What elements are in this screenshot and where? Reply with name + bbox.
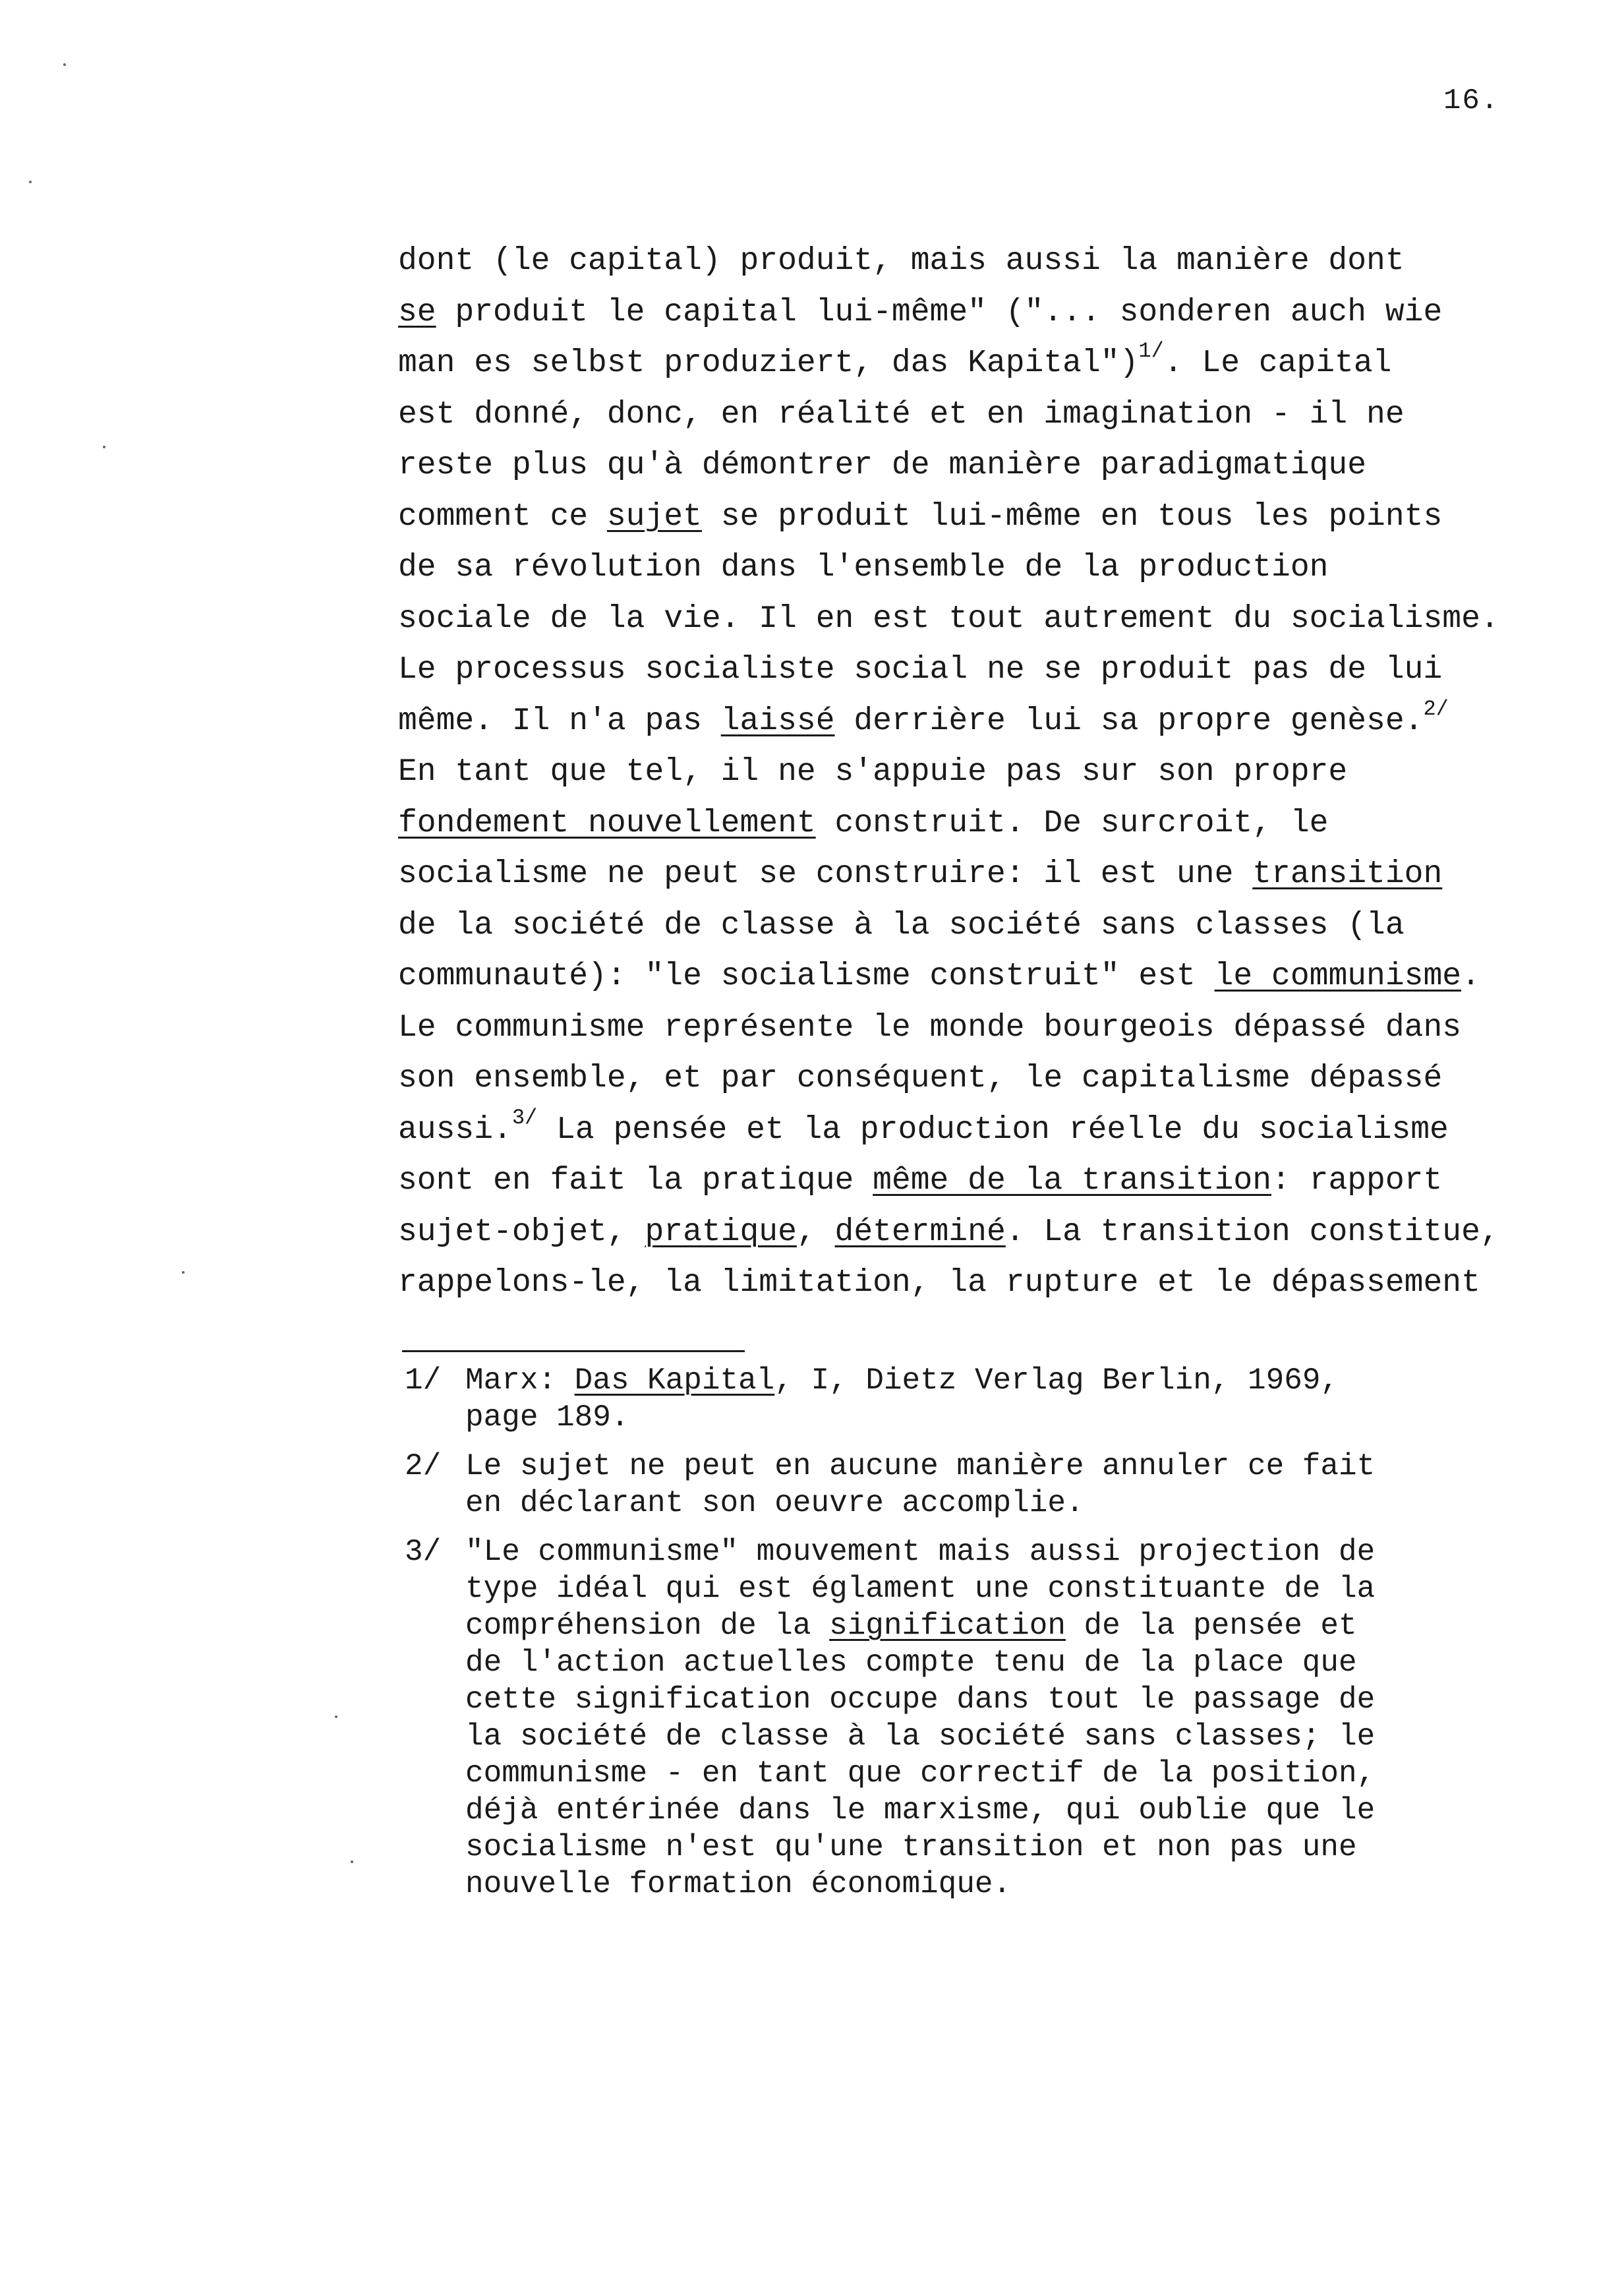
text-segment: aussi.	[398, 1112, 512, 1148]
text-segment: son ensemble, et par conséquent, le capitalisme dépassé	[398, 1061, 1443, 1096]
text-segment: même. Il n'a pas	[398, 703, 721, 739]
text-segment: la société de classe à la société sans classes; le	[465, 1719, 1376, 1754]
underlined-text: même de la transition	[873, 1163, 1272, 1199]
text-segment: .	[1461, 959, 1480, 994]
footnote-text	[465, 1448, 1375, 1522]
scan-speck	[63, 63, 66, 66]
text-segment: derrière lui sa propre genèse.	[834, 703, 1424, 739]
underlined-text: laissé	[720, 703, 835, 739]
underlined-text: Das Kapital	[574, 1363, 775, 1398]
footnote-line	[465, 1866, 1375, 1903]
text-segment: socialisme n'est qu'une transition et non pas une	[465, 1830, 1357, 1864]
text-segment: sociale de la vie. Il en est tout autrement du socialisme.	[398, 601, 1499, 637]
text-segment: nouvelle formation économique.	[465, 1867, 1012, 1901]
body-line	[398, 747, 1611, 798]
scan-speck	[351, 1860, 353, 1863]
text-segment: de la pensée et	[1065, 1609, 1357, 1643]
underlined-text: se	[398, 294, 436, 330]
footnote-number: 2/	[405, 1449, 442, 1483]
footnote-line	[465, 1829, 1375, 1866]
body-text	[398, 236, 1611, 1309]
text-segment: comment ce	[398, 498, 607, 535]
text-segment: de la société de classe à la société sans classes (la	[398, 907, 1405, 943]
body-line	[398, 236, 1611, 287]
footnote-number: 1/	[405, 1363, 442, 1398]
text-segment: ,	[796, 1214, 835, 1250]
text-segment: construit. De surcroit, le	[815, 805, 1329, 841]
footnote-item	[405, 1448, 1611, 1522]
page-number: 16.	[1443, 84, 1500, 117]
scan-speck	[103, 446, 105, 448]
body-line	[398, 1156, 1611, 1207]
underlined-text: le communisme	[1214, 959, 1462, 994]
text-segment: sont en fait la pratique	[398, 1163, 873, 1199]
text-segment: de l'action actuelles compte tenu de la place que	[465, 1646, 1357, 1680]
body-line	[398, 951, 1611, 1003]
underlined-text: sujet	[606, 498, 702, 535]
footnote-line	[465, 1718, 1375, 1755]
footnote-line	[465, 1607, 1375, 1644]
body-line	[398, 1258, 1611, 1309]
text-segment: produit le capital lui-même" ("... sonderen auch wie	[436, 294, 1443, 330]
footnote-line	[465, 1399, 1339, 1436]
text-segment: sujet-objet,	[398, 1214, 645, 1250]
text-segment: communauté): "le socialisme construit" est	[398, 959, 1215, 994]
body-line	[398, 696, 1611, 748]
body-line	[398, 594, 1611, 645]
body-line	[398, 543, 1611, 594]
text-segment: cette signification occupe dans tout le passage de	[465, 1682, 1376, 1717]
underlined-text: signification	[829, 1609, 1066, 1643]
body-line	[398, 287, 1611, 339]
footnote-reference: 1/	[1138, 339, 1164, 363]
body-line	[398, 798, 1611, 850]
text-segment: Marx:	[465, 1363, 575, 1398]
text-segment: déjà entérinée dans le marxisme, qui oublie que le	[465, 1793, 1376, 1828]
text-segment: man es selbst produziert, das Kapital")	[398, 345, 1139, 381]
scan-speck	[182, 1271, 185, 1274]
body-line	[398, 1207, 1611, 1259]
text-segment: type idéal qui est églament une constituante de la	[465, 1572, 1376, 1606]
underlined-text: pratique	[645, 1214, 797, 1250]
text-segment: reste plus qu'à démontrer de manière paradigmatique	[398, 448, 1367, 483]
body-line	[398, 1003, 1611, 1054]
footnote-line	[465, 1570, 1375, 1607]
footnote-text	[465, 1362, 1339, 1436]
footnote-item	[405, 1533, 1611, 1903]
text-segment: est donné, donc, en réalité et en imagination - il ne	[398, 396, 1405, 432]
text-segment: en déclarant son oeuvre accomplie.	[465, 1486, 1084, 1520]
footnote-reference: 3/	[511, 1105, 538, 1130]
text-segment: Le communisme représente le monde bourgeois dépassé dans	[398, 1009, 1462, 1046]
underlined-text: fondement nouvellement	[398, 805, 816, 841]
text-segment: communisme - en tant que correctif de la position,	[465, 1756, 1376, 1791]
text-segment: rappelons-le, la limitation, la rupture et le dépassement	[398, 1265, 1480, 1301]
footnote-separator	[402, 1350, 745, 1352]
text-segment: "Le communisme" mouvement mais aussi projection de	[465, 1535, 1376, 1569]
text-segment: dont (le capital) produit, mais aussi la manière dont	[398, 243, 1405, 279]
text-segment: socialisme ne peut se construire: il est une	[398, 856, 1253, 892]
body-line	[398, 645, 1611, 696]
underlined-text: transition	[1252, 856, 1443, 892]
body-line	[398, 849, 1611, 901]
body-line	[398, 1054, 1611, 1105]
body-line	[398, 390, 1611, 441]
text-segment: La pensée et la production réelle du socialisme	[537, 1112, 1449, 1148]
text-segment: de sa révolution dans l'ensemble de la production	[398, 550, 1329, 585]
footnote-line	[465, 1448, 1375, 1485]
text-segment: . Le capital	[1163, 345, 1392, 381]
footnote-line	[465, 1362, 1339, 1399]
text-segment: compréhension de la	[465, 1609, 830, 1643]
footnote-item	[405, 1362, 1611, 1436]
body-line	[398, 338, 1611, 390]
body-line	[398, 492, 1611, 543]
footnote-number: 3/	[405, 1535, 442, 1569]
text-segment: Le sujet ne peut en aucune manière annuler ce fait	[465, 1449, 1376, 1483]
text-segment: Le processus socialiste social ne se produit pas de lui	[398, 652, 1443, 688]
text-segment: se produit lui-même en tous les points	[701, 498, 1443, 535]
body-line	[398, 440, 1611, 492]
underlined-text: déterminé	[834, 1214, 1006, 1250]
text-segment: . La transition constitue,	[1005, 1214, 1499, 1250]
footnotes	[405, 1362, 1611, 1915]
text-segment: , I, Dietz Verlag Berlin, 1969,	[774, 1363, 1339, 1398]
body-line	[398, 1105, 1611, 1156]
footnote-line	[465, 1755, 1375, 1792]
footnote-line	[465, 1681, 1375, 1718]
footnote-line	[465, 1792, 1375, 1829]
footnote-reference: 2/	[1423, 696, 1449, 721]
scan-speck	[335, 1715, 337, 1718]
text-segment: : rapport	[1271, 1163, 1443, 1199]
footnote-text	[465, 1533, 1375, 1903]
text-segment: page 189.	[465, 1400, 629, 1435]
body-line	[398, 901, 1611, 952]
footnote-line	[465, 1644, 1375, 1681]
footnote-line	[465, 1533, 1375, 1570]
scan-speck	[29, 181, 32, 183]
text-segment: En tant que tel, il ne s'appuie pas sur son propre	[398, 754, 1348, 790]
footnote-line	[465, 1485, 1375, 1522]
